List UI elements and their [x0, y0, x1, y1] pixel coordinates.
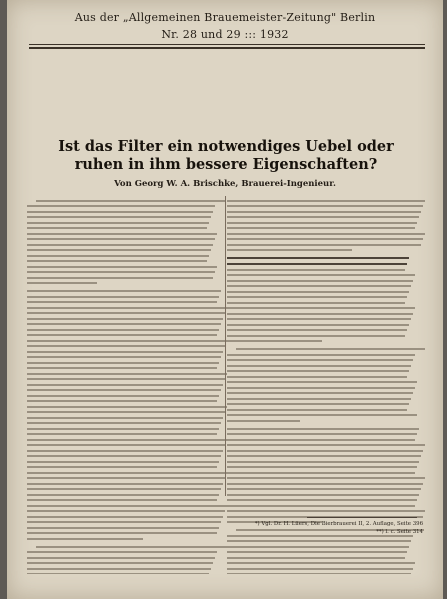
text-line	[227, 370, 409, 372]
text-line	[227, 238, 423, 240]
text-line	[227, 318, 411, 320]
text-line	[227, 354, 415, 356]
text-line	[27, 510, 225, 512]
text-line	[27, 233, 217, 235]
text-line	[227, 562, 415, 564]
text-line	[227, 222, 417, 224]
text-line	[27, 255, 209, 257]
text-line	[227, 557, 405, 559]
text-line	[27, 227, 207, 229]
text-line	[227, 307, 415, 309]
text-line	[27, 395, 219, 397]
text-line	[27, 362, 219, 364]
text-line	[27, 282, 97, 284]
text-line	[227, 439, 415, 441]
footnote-2: **) l. c. Seite 314	[376, 529, 423, 535]
text-line	[27, 562, 213, 564]
text-line	[227, 269, 405, 271]
text-line	[27, 499, 217, 501]
text-line	[227, 505, 415, 507]
text-line	[27, 367, 217, 369]
text-line	[27, 461, 219, 463]
text-line	[227, 472, 415, 474]
text-line	[227, 444, 425, 446]
text-line	[227, 546, 409, 548]
text-line	[27, 351, 223, 353]
text-line	[27, 307, 227, 309]
text-line	[227, 499, 417, 501]
text-line	[27, 444, 225, 446]
text-line	[27, 345, 225, 347]
text-line	[27, 505, 227, 507]
text-line	[227, 428, 419, 430]
text-line	[27, 389, 221, 391]
text-line	[27, 356, 221, 358]
text-line	[27, 433, 217, 435]
text-line	[27, 450, 223, 452]
text-line	[27, 400, 217, 402]
text-line	[27, 266, 217, 268]
text-line	[227, 488, 421, 490]
text-line	[27, 296, 219, 298]
text-line	[227, 205, 423, 207]
text-line	[36, 200, 226, 202]
text-line	[227, 510, 425, 512]
text-line	[227, 244, 421, 246]
text-line	[27, 260, 207, 262]
text-line	[27, 373, 227, 375]
text-line	[27, 455, 221, 457]
text-line	[227, 216, 419, 218]
text-line	[227, 211, 421, 213]
text-line	[227, 540, 411, 542]
text-line	[227, 280, 413, 282]
text-line	[27, 205, 215, 207]
text-line	[27, 378, 225, 380]
footnote-rule	[307, 517, 417, 518]
text-line	[27, 521, 221, 523]
text-line	[27, 301, 217, 303]
text-line	[227, 392, 413, 394]
text-line	[227, 461, 419, 463]
text-line	[27, 277, 213, 279]
text-line	[227, 200, 425, 202]
text-line	[27, 329, 219, 331]
text-line	[236, 348, 425, 350]
text-line	[27, 568, 211, 570]
text-line	[227, 324, 409, 326]
article-byline: Von Georg W. A. Brischke, Brauerei-Ingenieur.	[114, 179, 336, 189]
text-line	[227, 573, 411, 574]
text-line	[227, 568, 413, 570]
text-line	[27, 516, 223, 518]
column-divider	[225, 196, 226, 496]
text-line	[27, 551, 217, 553]
text-line	[27, 290, 221, 292]
text-line	[227, 483, 423, 485]
text-line	[227, 551, 407, 553]
text-line	[27, 439, 227, 441]
text-line	[27, 494, 219, 496]
text-line	[227, 494, 419, 496]
text-line	[27, 488, 221, 490]
text-line	[227, 376, 407, 378]
text-line	[227, 420, 300, 422]
text-line	[27, 417, 223, 419]
text-line	[27, 216, 211, 218]
text-line	[27, 384, 223, 386]
text-line	[227, 414, 417, 416]
text-line	[227, 274, 415, 276]
text-line	[227, 296, 407, 298]
text-line	[227, 455, 421, 457]
text-line	[27, 532, 217, 534]
text-line	[227, 340, 322, 342]
text-line	[27, 573, 209, 574]
text-line	[27, 538, 143, 540]
text-line	[27, 340, 227, 342]
text-line	[27, 411, 225, 413]
text-line	[27, 477, 225, 479]
text-line	[27, 238, 215, 240]
text-line	[227, 433, 417, 435]
text-line	[227, 403, 409, 405]
text-line	[27, 249, 211, 251]
text-line	[227, 285, 411, 287]
text-line	[227, 409, 407, 411]
text-line	[27, 312, 225, 314]
text-line	[27, 422, 221, 424]
text-line	[227, 249, 352, 251]
text-line	[27, 472, 227, 474]
text-line	[27, 222, 209, 224]
text-line	[227, 387, 415, 389]
article-headline: Ist das Filter ein notwendiges Uebel oder ruhen in ihm bessere Eigenschaften?	[58, 138, 394, 173]
text-line	[227, 227, 415, 229]
text-line	[227, 313, 413, 315]
text-line	[36, 546, 227, 548]
masthead-rule	[29, 44, 425, 45]
text-line	[227, 535, 413, 537]
text-line	[27, 557, 215, 559]
text-line	[27, 527, 219, 529]
text-line	[27, 318, 223, 320]
text-line	[227, 359, 413, 361]
text-line	[227, 329, 407, 331]
text-line	[227, 381, 417, 383]
text-line	[227, 291, 409, 293]
text-line	[27, 271, 215, 273]
text-line	[227, 257, 409, 259]
text-line	[227, 302, 405, 304]
text-line	[227, 450, 423, 452]
masthead-issue: Nr. 28 und 29 ::: 1932	[161, 28, 289, 41]
text-line	[227, 398, 411, 400]
masthead-source: Aus der „Allgemeinen Brauemeister-Zeitung" Berlin	[74, 11, 376, 24]
text-line	[27, 483, 223, 485]
text-line	[27, 406, 227, 408]
article-column-left	[27, 196, 227, 574]
text-line	[227, 263, 407, 265]
text-line	[27, 323, 221, 325]
masthead-rule-heavy	[29, 47, 425, 49]
text-line	[227, 466, 417, 468]
text-line	[27, 466, 217, 468]
text-line	[227, 477, 425, 479]
text-line	[227, 365, 411, 367]
footnote-1: *) Vgl. Dr. H. Lüers, Die Bierbrauerei II, 2. Auflage, Seite 396	[254, 521, 423, 527]
text-line	[27, 211, 213, 213]
text-line	[227, 335, 405, 337]
text-line	[227, 233, 425, 235]
text-line	[27, 428, 219, 430]
text-line	[27, 244, 213, 246]
newspaper-page	[7, 0, 443, 599]
text-line	[27, 334, 217, 336]
